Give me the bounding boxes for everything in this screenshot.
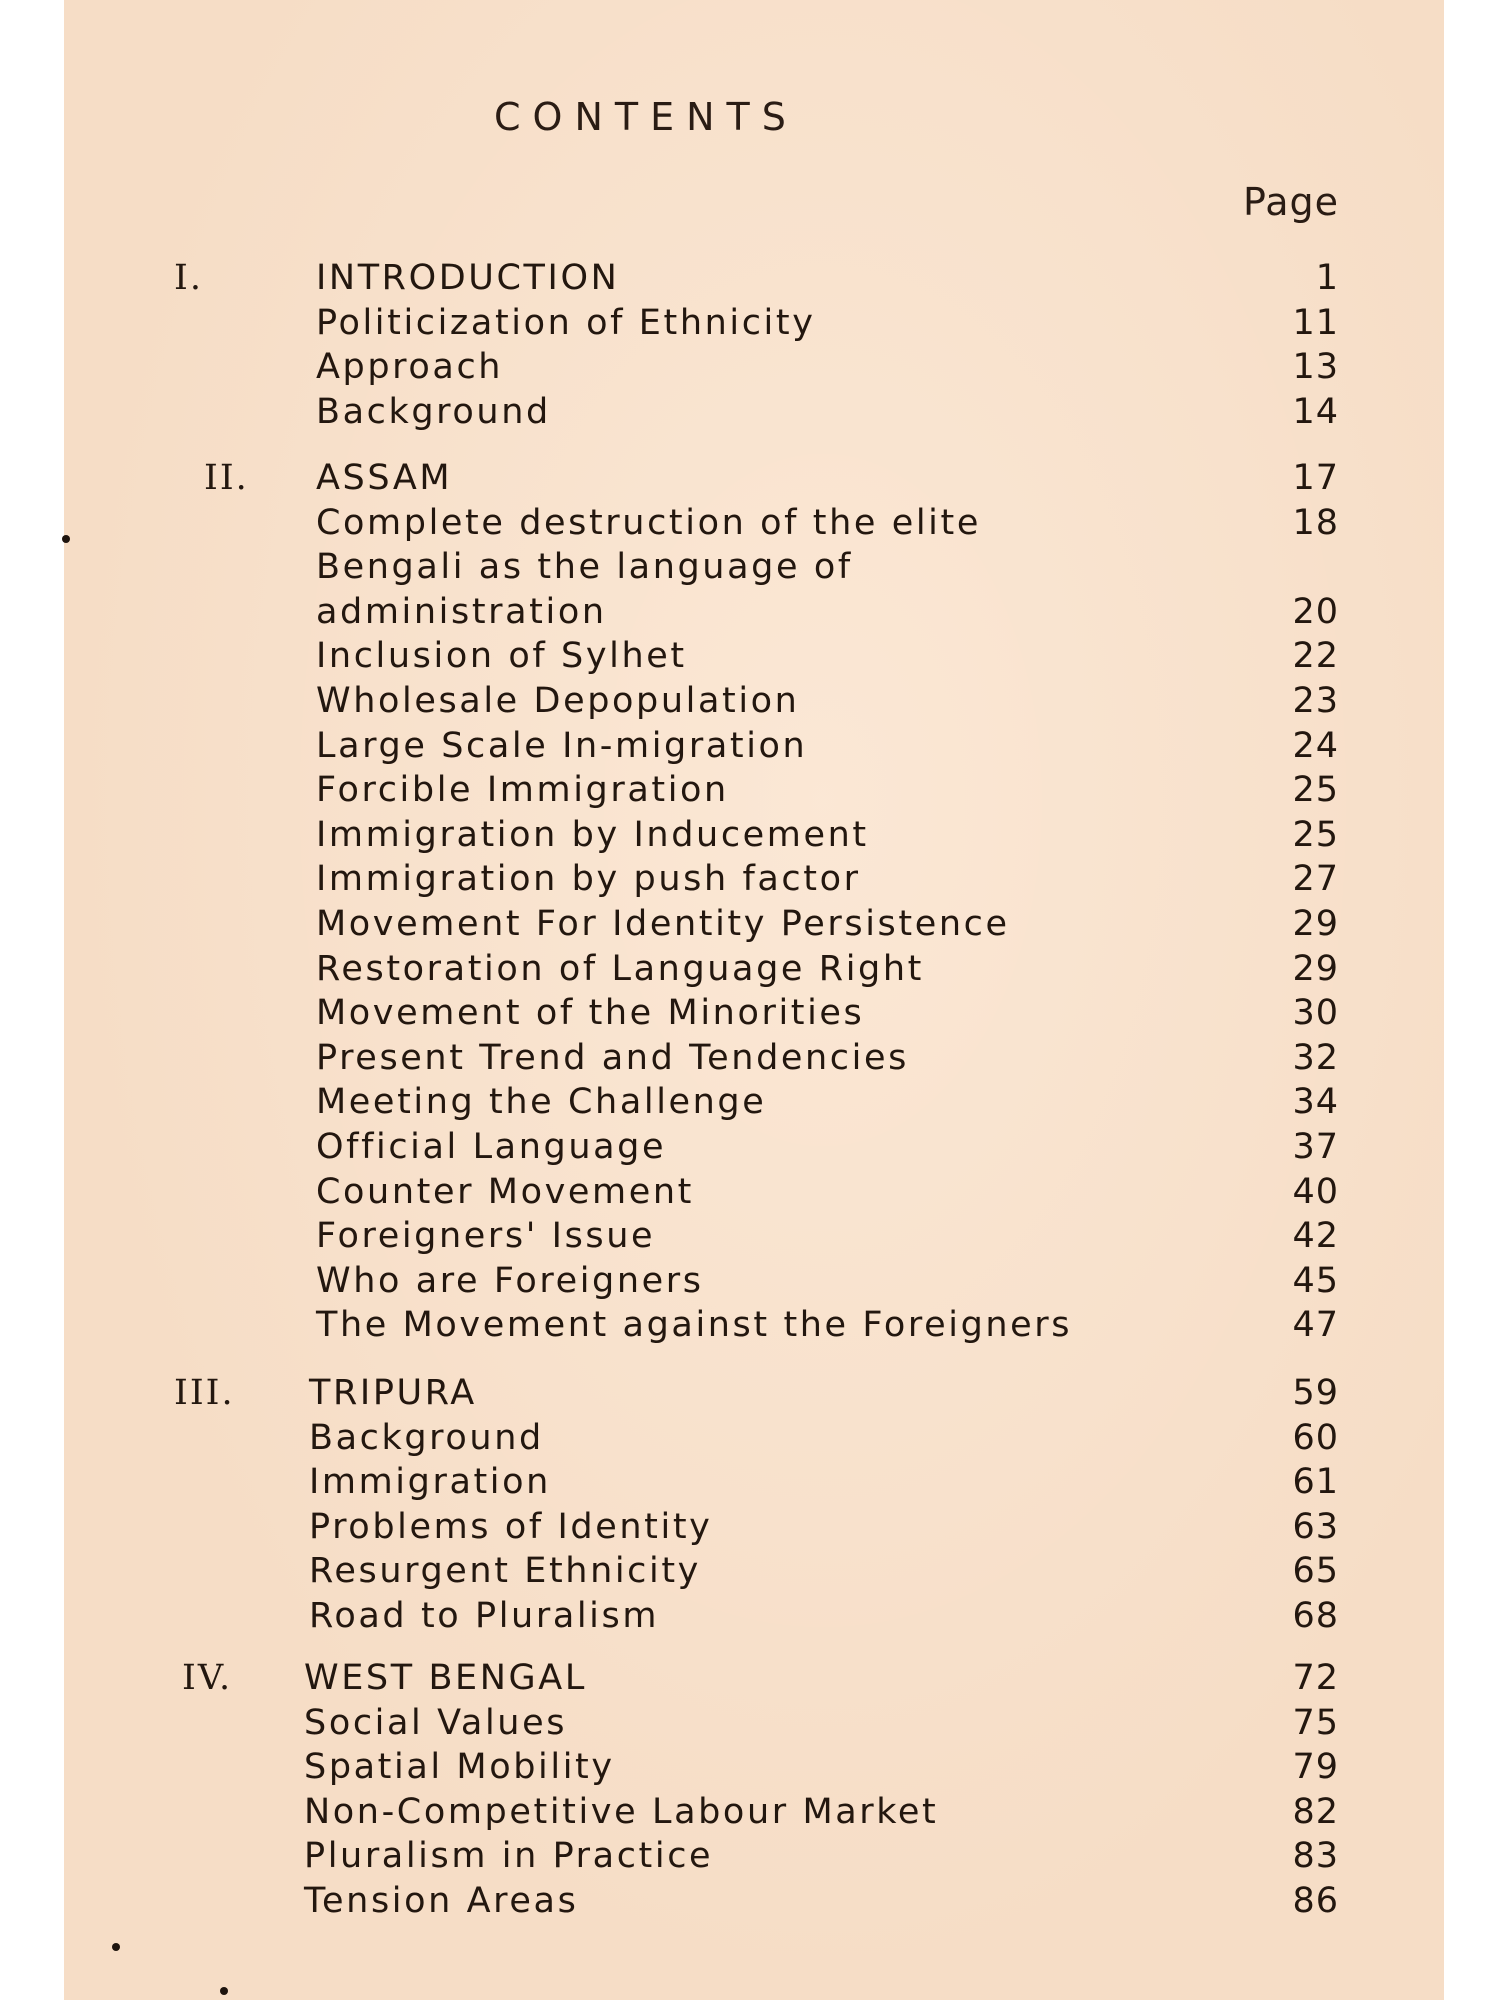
section-numeral: I. xyxy=(174,258,203,298)
page-number: 75 xyxy=(1292,1702,1339,1743)
entry-title: Pluralism in Practice xyxy=(304,1836,714,1877)
page-number: 72 xyxy=(1292,1658,1339,1698)
page-number: 29 xyxy=(1292,904,1339,944)
entry-title: Restoration of Language Right xyxy=(316,948,924,989)
entry-title: Wholesale Depopulation xyxy=(316,681,800,721)
toc-row xyxy=(64,1658,1444,1702)
entry-title: Immigration by push factor xyxy=(316,859,861,900)
ink-speck xyxy=(220,1987,228,1995)
toc-row xyxy=(64,993,1444,1037)
page-number: 86 xyxy=(1292,1881,1339,1921)
page-number: 24 xyxy=(1292,725,1339,766)
page-number: 37 xyxy=(1292,1127,1339,1167)
entry-title: Inclusion of Sylhet xyxy=(316,636,687,677)
toc-row xyxy=(64,1305,1444,1349)
toc-row xyxy=(64,1703,1444,1747)
entry-title: Non-Competitive Labour Market xyxy=(304,1791,939,1832)
page-number: 68 xyxy=(1292,1596,1339,1636)
toc-row xyxy=(64,681,1444,725)
ink-speck xyxy=(112,1943,120,1951)
entry-title: Bengali as the language of xyxy=(316,547,853,588)
page-number: 25 xyxy=(1292,814,1339,855)
entry-title: Who are Foreigners xyxy=(316,1260,704,1301)
entry-title: Present Trend and Tendencies xyxy=(316,1037,909,1078)
page-number: 30 xyxy=(1292,993,1339,1034)
toc-row xyxy=(64,1836,1444,1880)
toc-row xyxy=(64,592,1444,636)
page-number: 25 xyxy=(1292,770,1339,811)
toc-row xyxy=(64,770,1444,814)
section-title: INTRODUCTION xyxy=(316,258,620,298)
entry-title: Official Language xyxy=(316,1127,667,1167)
toc-row xyxy=(64,1792,1444,1836)
page-number: 32 xyxy=(1292,1037,1339,1078)
entry-title: administration xyxy=(316,591,607,632)
toc-row xyxy=(64,547,1444,591)
page-number: 11 xyxy=(1292,302,1339,343)
toc-row xyxy=(64,1261,1444,1305)
entry-title: Complete destruction of the elite xyxy=(316,502,981,543)
page-number: 65 xyxy=(1292,1551,1339,1592)
entry-title: Social Values xyxy=(304,1702,568,1743)
ink-speck xyxy=(62,535,70,543)
section-numeral: III. xyxy=(174,1373,235,1413)
page-number: 34 xyxy=(1292,1082,1339,1123)
page-number: 61 xyxy=(1292,1462,1339,1503)
page-number: 40 xyxy=(1292,1171,1339,1212)
page-number: 59 xyxy=(1292,1373,1339,1413)
entry-title: Movement For Identity Persistence xyxy=(316,904,1010,944)
toc-row xyxy=(64,347,1444,391)
section-title: ASSAM xyxy=(316,458,453,498)
entry-title: Resurgent Ethnicity xyxy=(309,1551,701,1592)
entry-title: Meeting the Challenge xyxy=(316,1082,767,1123)
page-number: 29 xyxy=(1292,948,1339,989)
toc-row xyxy=(64,815,1444,859)
entry-title: Movement of the Minorities xyxy=(316,993,865,1034)
section-title: TRIPURA xyxy=(309,1373,477,1413)
entry-title: Immigration xyxy=(309,1462,551,1503)
toc-row xyxy=(64,392,1444,436)
entry-title: The Movement against the Foreigners xyxy=(316,1305,1073,1346)
toc-row xyxy=(64,1038,1444,1082)
toc-row xyxy=(64,1551,1444,1595)
entry-title: Politicization of Ethnicity xyxy=(316,302,816,343)
page-number: 60 xyxy=(1292,1417,1339,1458)
page-number: 82 xyxy=(1292,1791,1339,1832)
page-number: 42 xyxy=(1292,1216,1339,1257)
toc-row xyxy=(64,1596,1444,1640)
page-number: 1 xyxy=(1315,258,1339,298)
toc-row xyxy=(64,1127,1444,1171)
toc-row xyxy=(64,1881,1444,1925)
toc-row xyxy=(64,1172,1444,1216)
toc-row xyxy=(64,1747,1444,1791)
section-numeral: II. xyxy=(204,458,249,498)
toc-row xyxy=(64,636,1444,680)
toc-row xyxy=(64,458,1444,502)
toc-row xyxy=(64,503,1444,547)
toc-row xyxy=(64,904,1444,948)
page-number: 22 xyxy=(1292,636,1339,677)
toc-row xyxy=(64,1216,1444,1260)
page-number: 27 xyxy=(1292,859,1339,900)
page-number: 13 xyxy=(1292,347,1339,388)
section-title: WEST BENGAL xyxy=(304,1658,587,1698)
entry-title: Approach xyxy=(316,347,504,388)
toc-row xyxy=(64,1418,1444,1462)
page-number: 17 xyxy=(1292,458,1339,498)
entry-title: Foreigners' Issue xyxy=(316,1216,656,1257)
book-page xyxy=(64,0,1444,2000)
entry-title: Immigration by Inducement xyxy=(316,814,869,855)
page-number: 47 xyxy=(1292,1305,1339,1346)
toc-row xyxy=(64,1373,1444,1417)
entry-title: Counter Movement xyxy=(316,1171,694,1212)
toc-row xyxy=(64,258,1444,302)
toc-row xyxy=(64,1082,1444,1126)
page-number: 20 xyxy=(1292,591,1339,632)
page-number: 45 xyxy=(1292,1260,1339,1301)
entry-title: Tension Areas xyxy=(304,1881,579,1921)
entry-title: Problems of Identity xyxy=(309,1506,713,1547)
page-number: 63 xyxy=(1292,1506,1339,1547)
page-number: 79 xyxy=(1292,1747,1339,1788)
section-numeral: IV. xyxy=(182,1658,233,1698)
contents-title: CONTENTS xyxy=(494,95,798,139)
page-number: 23 xyxy=(1292,681,1339,721)
toc-row xyxy=(64,949,1444,993)
page-column-header: Page xyxy=(1243,180,1339,224)
entry-title: Forcible Immigration xyxy=(316,770,729,811)
entry-title: Spatial Mobility xyxy=(304,1747,615,1788)
toc-row xyxy=(64,859,1444,903)
entry-title: Road to Pluralism xyxy=(309,1596,660,1636)
page-number: 18 xyxy=(1292,502,1339,543)
entry-title: Background xyxy=(309,1417,544,1458)
toc-row xyxy=(64,303,1444,347)
toc-row xyxy=(64,1462,1444,1506)
page-number: 14 xyxy=(1292,391,1339,432)
entry-title: Large Scale In-migration xyxy=(316,725,808,766)
entry-title: Background xyxy=(316,391,551,432)
page-number: 83 xyxy=(1292,1836,1339,1877)
toc-row xyxy=(64,1507,1444,1551)
toc-row xyxy=(64,726,1444,770)
